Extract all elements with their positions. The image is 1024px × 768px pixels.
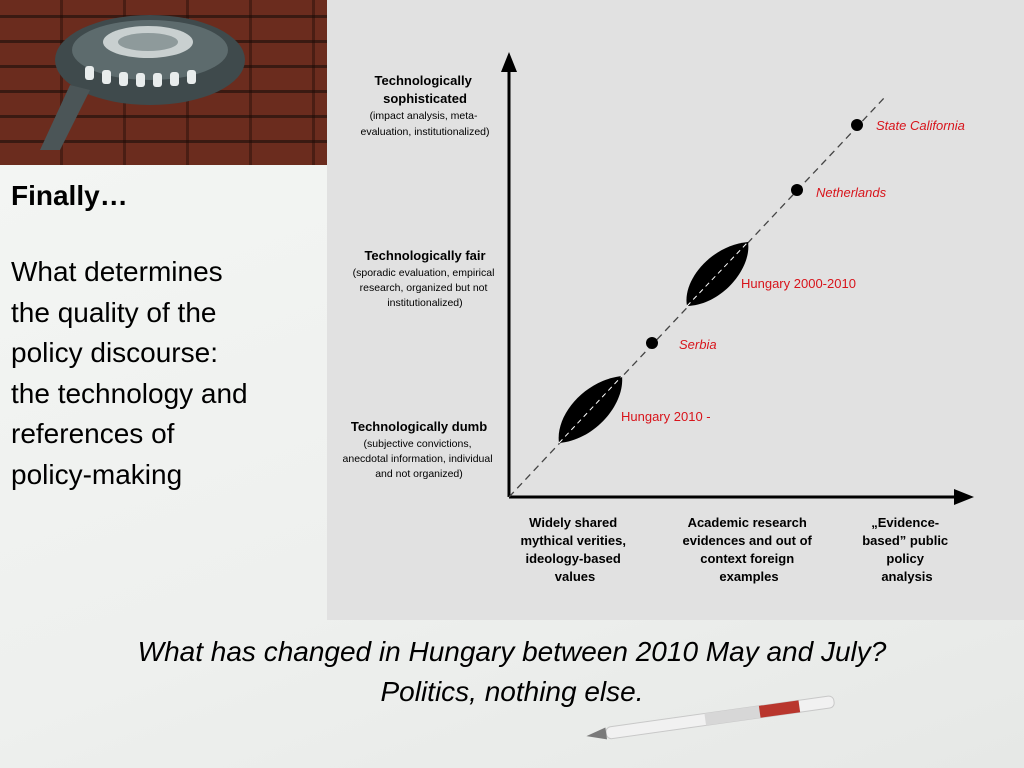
marker-netherlands (791, 184, 803, 196)
svg-text:Technologically fair (364, 248, 485, 263)
y-level-detail: and not organized) (375, 468, 463, 480)
x-level-label: context foreign (700, 551, 795, 566)
y-axis-arrow-icon (501, 52, 517, 72)
y-level-title: sophisticated (383, 91, 467, 106)
caption-line: Politics, nothing else. (380, 676, 644, 707)
svg-text:(impact analysis, meta- (361, 110, 490, 138)
point-label: State California (876, 118, 965, 133)
svg-text:(sporadic evaluation, empirica (353, 267, 498, 309)
x-level-label: Widely shared (529, 515, 618, 530)
marker-state-california (851, 119, 863, 131)
y-level-detail: evaluation, institutionalized) (360, 126, 490, 138)
y-level-detail: (subjective convictions, (363, 438, 472, 450)
x-level-label: evidences and out of (682, 533, 812, 548)
x-axis-arrow-icon (954, 489, 974, 505)
y-level-detail: anecdotal information, individual (342, 453, 493, 465)
policy-quality-diagram (327, 0, 1024, 620)
pen-icon (585, 686, 875, 746)
svg-text:„Evidence- based” publ (862, 515, 952, 584)
svg-text:Technologically dumb (351, 419, 487, 434)
svg-text:(subjective convictions, (343, 438, 496, 480)
y-level-title: Technologically (374, 73, 472, 88)
left-text-block (11, 180, 321, 495)
y-level-detail: research, organized but not (359, 282, 488, 294)
y-level-detail: (sporadic evaluation, empirical (352, 267, 495, 279)
y-level-detail: (impact analysis, meta- (369, 110, 478, 122)
point-label: Hungary 2000-2010 (741, 276, 856, 291)
diagram-canvas (327, 0, 1024, 620)
body-line: the technology and (11, 377, 248, 409)
point-label: Netherlands (816, 185, 887, 200)
point-label: Serbia (679, 337, 717, 352)
x-level-label: based” public (862, 533, 949, 548)
y-level-title: Technologically dumb (350, 419, 488, 434)
body-line: policy discourse: (11, 337, 218, 368)
body-line: policy-making (11, 458, 183, 490)
svg-text:Academic research evid (683, 515, 816, 584)
body-line: What determines (11, 256, 223, 287)
desk-lamp-icon (30, 0, 270, 150)
caption-line: What has changed in Hungary between 2010 May and July? (137, 636, 887, 667)
marker-serbia (646, 337, 658, 349)
y-level-detail: institutionalized) (387, 297, 463, 309)
svg-text:Widely shared mythical (520, 515, 629, 584)
x-level-label: policy (886, 551, 924, 566)
body-line: references of (11, 418, 175, 449)
svg-text:Technologically sophis (375, 73, 476, 106)
point-label: Hungary 2010 - (621, 409, 711, 424)
x-level-label: examples (719, 569, 779, 584)
body-line: the quality of the (11, 296, 217, 328)
x-level-label: „Evidence- (871, 515, 940, 530)
y-level-title: Technologically fair (364, 248, 486, 263)
x-level-label: values (554, 569, 596, 584)
slide-body (11, 252, 321, 495)
x-level-label: Academic research (687, 515, 807, 530)
slide-heading: Finally… (11, 180, 128, 211)
x-level-label: mythical verities, (520, 533, 626, 548)
x-level-label: analysis (881, 569, 933, 584)
x-level-label: ideology-based (525, 551, 621, 566)
